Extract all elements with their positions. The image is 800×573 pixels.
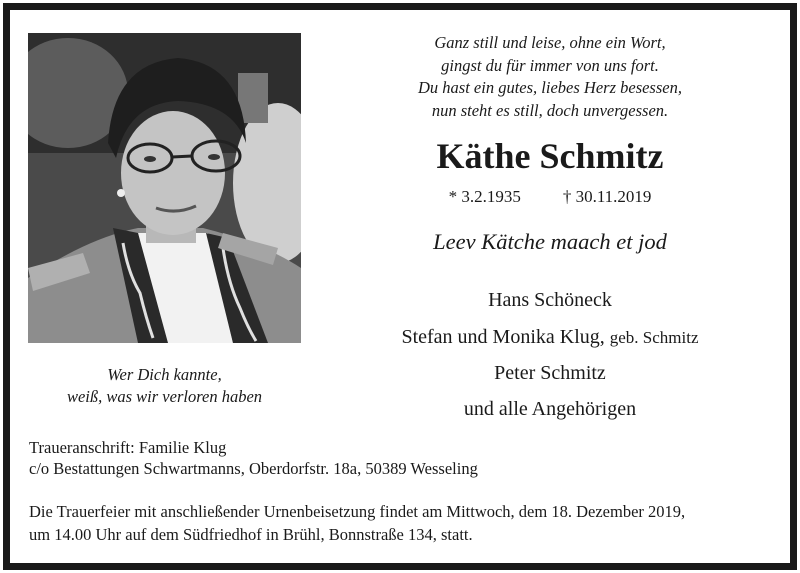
mourner-line: und alle Angehörigen [463, 398, 637, 420]
mourner-line [330, 324, 770, 351]
memorial-quote [28, 364, 301, 408]
mourning-address [29, 437, 478, 479]
maiden-name-note: geb. Schmitz [609, 328, 699, 347]
quote-line: weiß, was wir verloren haben [66, 387, 263, 406]
birth-date: * 3.2.1935 [448, 187, 521, 206]
poem [377, 32, 723, 122]
deceased-name: Käthe Schmitz [436, 136, 664, 176]
motto: Leev Kätche maach et jod [433, 229, 667, 254]
quote-line: Wer Dich kannte, [107, 365, 222, 384]
life-dates [377, 186, 723, 208]
funeral-notice [29, 501, 685, 546]
poem-line: gingst du für immer von uns fort. [441, 55, 659, 75]
address-line: Traueranschrift: Familie Klug [29, 438, 227, 457]
poem-line: Du hast ein gutes, liebes Herz besessen, [418, 78, 682, 97]
portrait-photo [28, 33, 301, 343]
poem-line: Ganz still und leise, ohne ein Wort, [434, 33, 666, 52]
mourner-line: Peter Schmitz [494, 362, 606, 384]
mourner-names: Stefan und Monika Klug, [401, 326, 605, 348]
address-line: c/o Bestattungen Schwartmanns, Oberdorfstr. 18a, 50389 Wesseling [29, 459, 478, 478]
mourner-line: Hans Schöneck [488, 289, 612, 311]
poem-line: nun steht es still, doch unvergessen. [431, 100, 669, 120]
funeral-line: um 14.00 Uhr auf dem Südfriedhof in Brühl, Bonnstraße 134, statt. [29, 524, 473, 544]
death-date: † 30.11.2019 [562, 187, 652, 206]
funeral-line: Die Trauerfeier mit anschließender Urnenbeisetzung findet am Mittwoch, dem 18. Dezember 2019, [29, 502, 686, 521]
